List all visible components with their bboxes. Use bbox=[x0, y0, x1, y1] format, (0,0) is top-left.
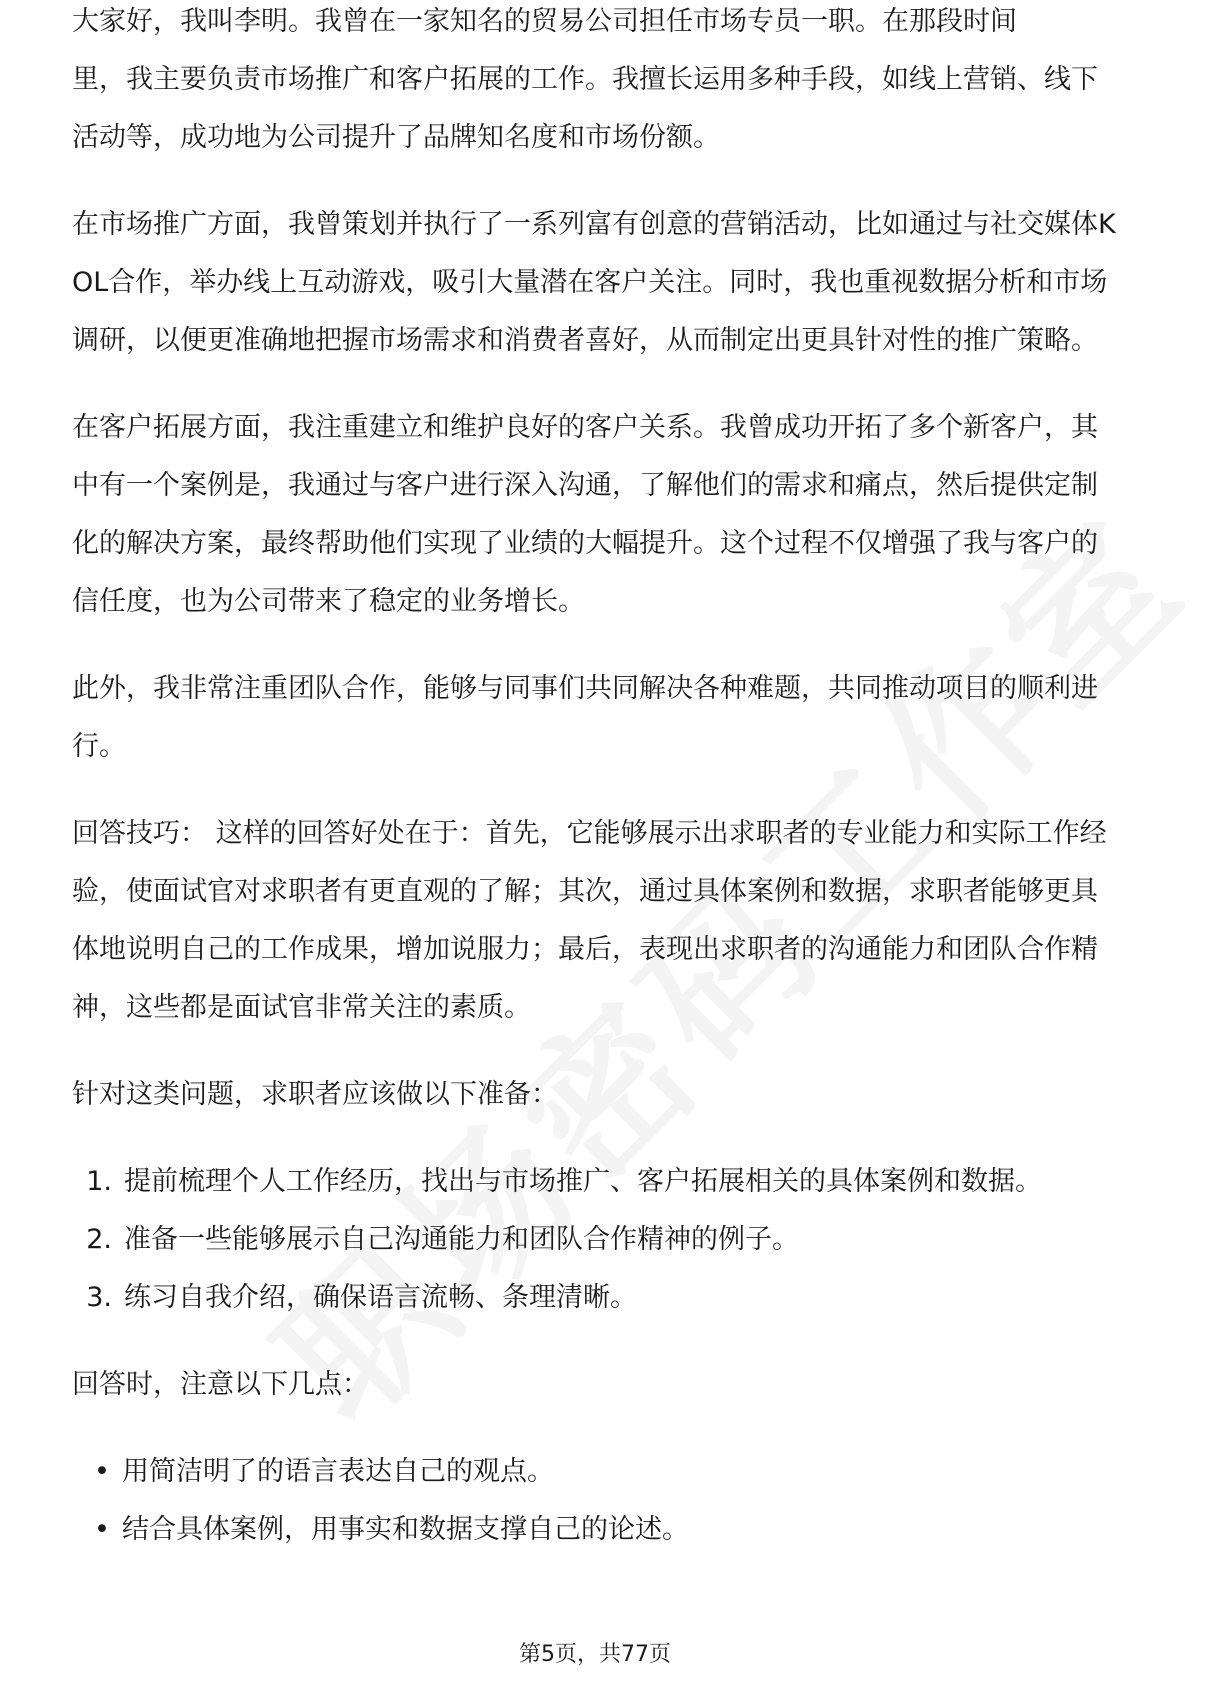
list-item bbox=[72, 1211, 1122, 1269]
list-text: 结合具体案例，用事实和数据支撑自己的论述。 bbox=[122, 1514, 689, 1545]
prep-list bbox=[72, 1153, 1122, 1327]
list-text: 练习自我介绍，确保语言流畅、条理清晰。 bbox=[124, 1282, 637, 1313]
cut-off-text: 大家好，我叫李明。我曾在一家知名的贸易公司担任市场专员一职。在那段时间 bbox=[72, 6, 1017, 37]
bullet-icon: • bbox=[94, 1456, 110, 1487]
paragraph-teamwork: 此外，我非常注重团队合作，能够与同事们共同解决各种难题，共同推动项目的顺利进行。 bbox=[72, 673, 1098, 762]
list-text: 准备一些能够展示自己沟通能力和团队合作精神的例子。 bbox=[124, 1224, 799, 1255]
bullet-icon: • bbox=[94, 1514, 110, 1545]
list-number: 3. bbox=[86, 1282, 112, 1313]
list-item bbox=[72, 1153, 1122, 1211]
list-number: 1. bbox=[86, 1166, 112, 1197]
page-number: 第5页，共77页 bbox=[519, 1642, 671, 1667]
list-item bbox=[72, 1443, 1122, 1501]
paragraph-notes-heading: 回答时，注意以下几点： bbox=[72, 1369, 369, 1400]
paragraph-prep-heading: 针对这类问题，求职者应该做以下准备： bbox=[72, 1079, 558, 1110]
list-number: 2. bbox=[86, 1224, 112, 1255]
document-body bbox=[72, 6, 1122, 1559]
list-text: 提前梳理个人工作经历，找出与市场推广、客户拓展相关的具体案例和数据。 bbox=[124, 1166, 1042, 1197]
list-item bbox=[72, 1501, 1122, 1559]
cut-off-line bbox=[72, 6, 1122, 51]
paragraph-intro: 里，我主要负责市场推广和客户拓展的工作。我擅长运用多种手段，如线上营销、线下活动等，成功地为公司提升了品牌知名度和市场份额。 bbox=[72, 64, 1098, 153]
notes-list bbox=[72, 1443, 1122, 1559]
list-item bbox=[72, 1269, 1122, 1327]
paragraph-marketing: 在市场推广方面，我曾策划并执行了一系列富有创意的营销活动，比如通过与社交媒体KOL合作，举办线上互动游戏，吸引大量潜在客户关注。同时，我也重视数据分析和市场调研，以便更准确地把握市场需求和消费者喜好，从而制定出更具针对性的推广策略。 bbox=[72, 209, 1116, 356]
paragraph-tips: 回答技巧： 这样的回答好处在于：首先，它能够展示出求职者的专业能力和实际工作经验，使面试官对求职者有更直观的了解；其次，通过具体案例和数据，求职者能够更具体地说明自己的工作成果，增加说服力；最后，表现出求职者的沟通能力和团队合作精神，这些都是面试官非常关注的素质。 bbox=[72, 818, 1107, 1023]
paragraph-clients: 在客户拓展方面，我注重建立和维护良好的客户关系。我曾成功开拓了多个新客户，其中有一个案例是，我通过与客户进行深入沟通，了解他们的需求和痛点，然后提供定制化的解决方案，最终帮助他们实现了业绩的大幅提升。这个过程不仅增强了我与客户的信任度，也为公司带来了稳定的业务增长。 bbox=[72, 412, 1098, 617]
list-text: 用简洁明了的语言表达自己的观点。 bbox=[122, 1456, 554, 1487]
